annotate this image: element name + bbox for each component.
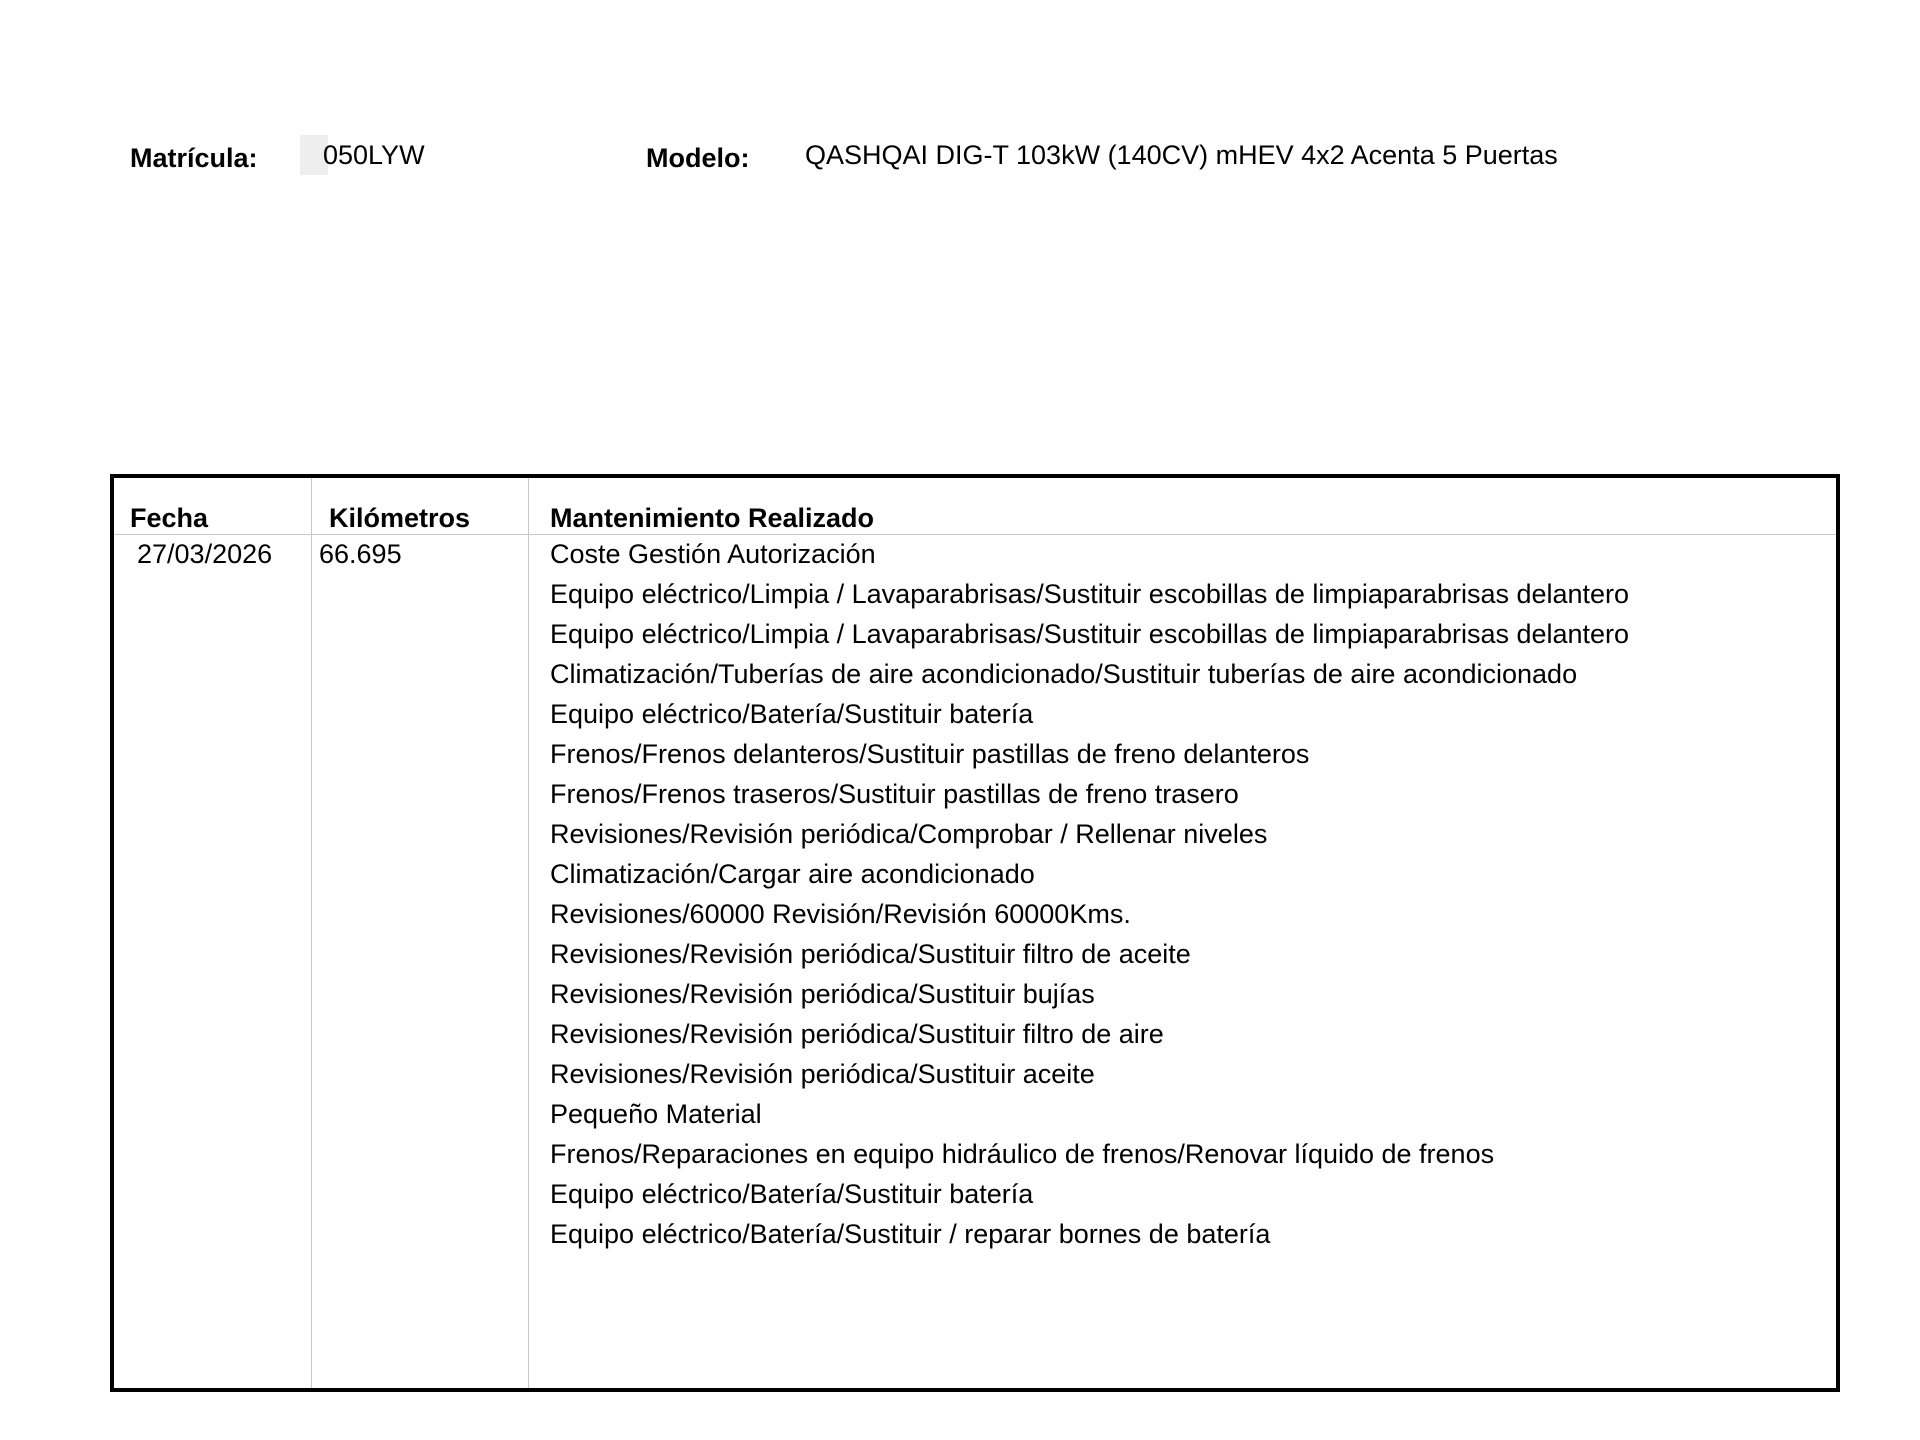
maintenance-item: Revisiones/Revisión periódica/Sustituir filtro de aceite xyxy=(550,939,1191,969)
maintenance-item: Revisiones/Revisión periódica/Comprobar / Rellenar niveles xyxy=(550,819,1268,849)
column-header-kilometros: Kilómetros xyxy=(329,503,471,533)
maintenance-item: Frenos/Reparaciones en equipo hidráulico de frenos/Renovar líquido de frenos xyxy=(550,1139,1495,1169)
maintenance-table xyxy=(110,474,1840,1392)
maintenance-item: Frenos/Frenos traseros/Sustituir pastillas de freno trasero xyxy=(550,779,1239,809)
maintenance-item: Climatización/Cargar aire acondicionado xyxy=(550,859,1035,889)
maintenance-item: Revisiones/Revisión periódica/Sustituir aceite xyxy=(550,1059,1095,1089)
column-divider xyxy=(528,478,529,1388)
maintenance-item: Pequeño Material xyxy=(550,1099,762,1129)
column-divider xyxy=(311,478,312,1388)
modelo-value: QASHQAI DIG-T 103kW (140CV) mHEV 4x2 Acenta 5 Puertas xyxy=(805,140,1558,170)
cell-kilometros: 66.695 xyxy=(319,539,402,569)
maintenance-item: Coste Gestión Autorización xyxy=(550,539,876,569)
maintenance-items-list xyxy=(550,534,1670,1254)
maintenance-item: Climatización/Tuberías de aire acondicionado/Sustituir tuberías de aire acondicionado xyxy=(550,659,1578,689)
maintenance-item: Equipo eléctrico/Limpia / Lavaparabrisas/Sustituir escobillas de limpiaparabrisas delantero xyxy=(550,579,1630,609)
maintenance-item: Revisiones/Revisión periódica/Sustituir filtro de aire xyxy=(550,1019,1164,1049)
maintenance-item: Revisiones/Revisión periódica/Sustituir bujías xyxy=(550,979,1095,1009)
column-header-fecha: Fecha xyxy=(130,503,209,533)
matricula-value: 050LYW xyxy=(323,140,425,170)
column-header-mantenimiento: Mantenimiento Realizado xyxy=(550,503,875,533)
cell-fecha: 27/03/2026 xyxy=(137,539,273,569)
maintenance-item: Revisiones/60000 Revisión/Revisión 60000Kms. xyxy=(550,899,1131,929)
maintenance-item: Equipo eléctrico/Batería/Sustituir / reparar bornes de batería xyxy=(550,1219,1271,1249)
maintenance-item: Frenos/Frenos delanteros/Sustituir pastillas de freno delanteros xyxy=(550,739,1310,769)
maintenance-item: Equipo eléctrico/Batería/Sustituir batería xyxy=(550,1179,1034,1209)
maintenance-item: Equipo eléctrico/Batería/Sustituir batería xyxy=(550,699,1034,729)
modelo-label: Modelo: xyxy=(646,143,750,173)
maintenance-item: Equipo eléctrico/Limpia / Lavaparabrisas/Sustituir escobillas de limpiaparabrisas delantero xyxy=(550,619,1630,649)
matricula-label: Matrícula: xyxy=(130,143,258,173)
